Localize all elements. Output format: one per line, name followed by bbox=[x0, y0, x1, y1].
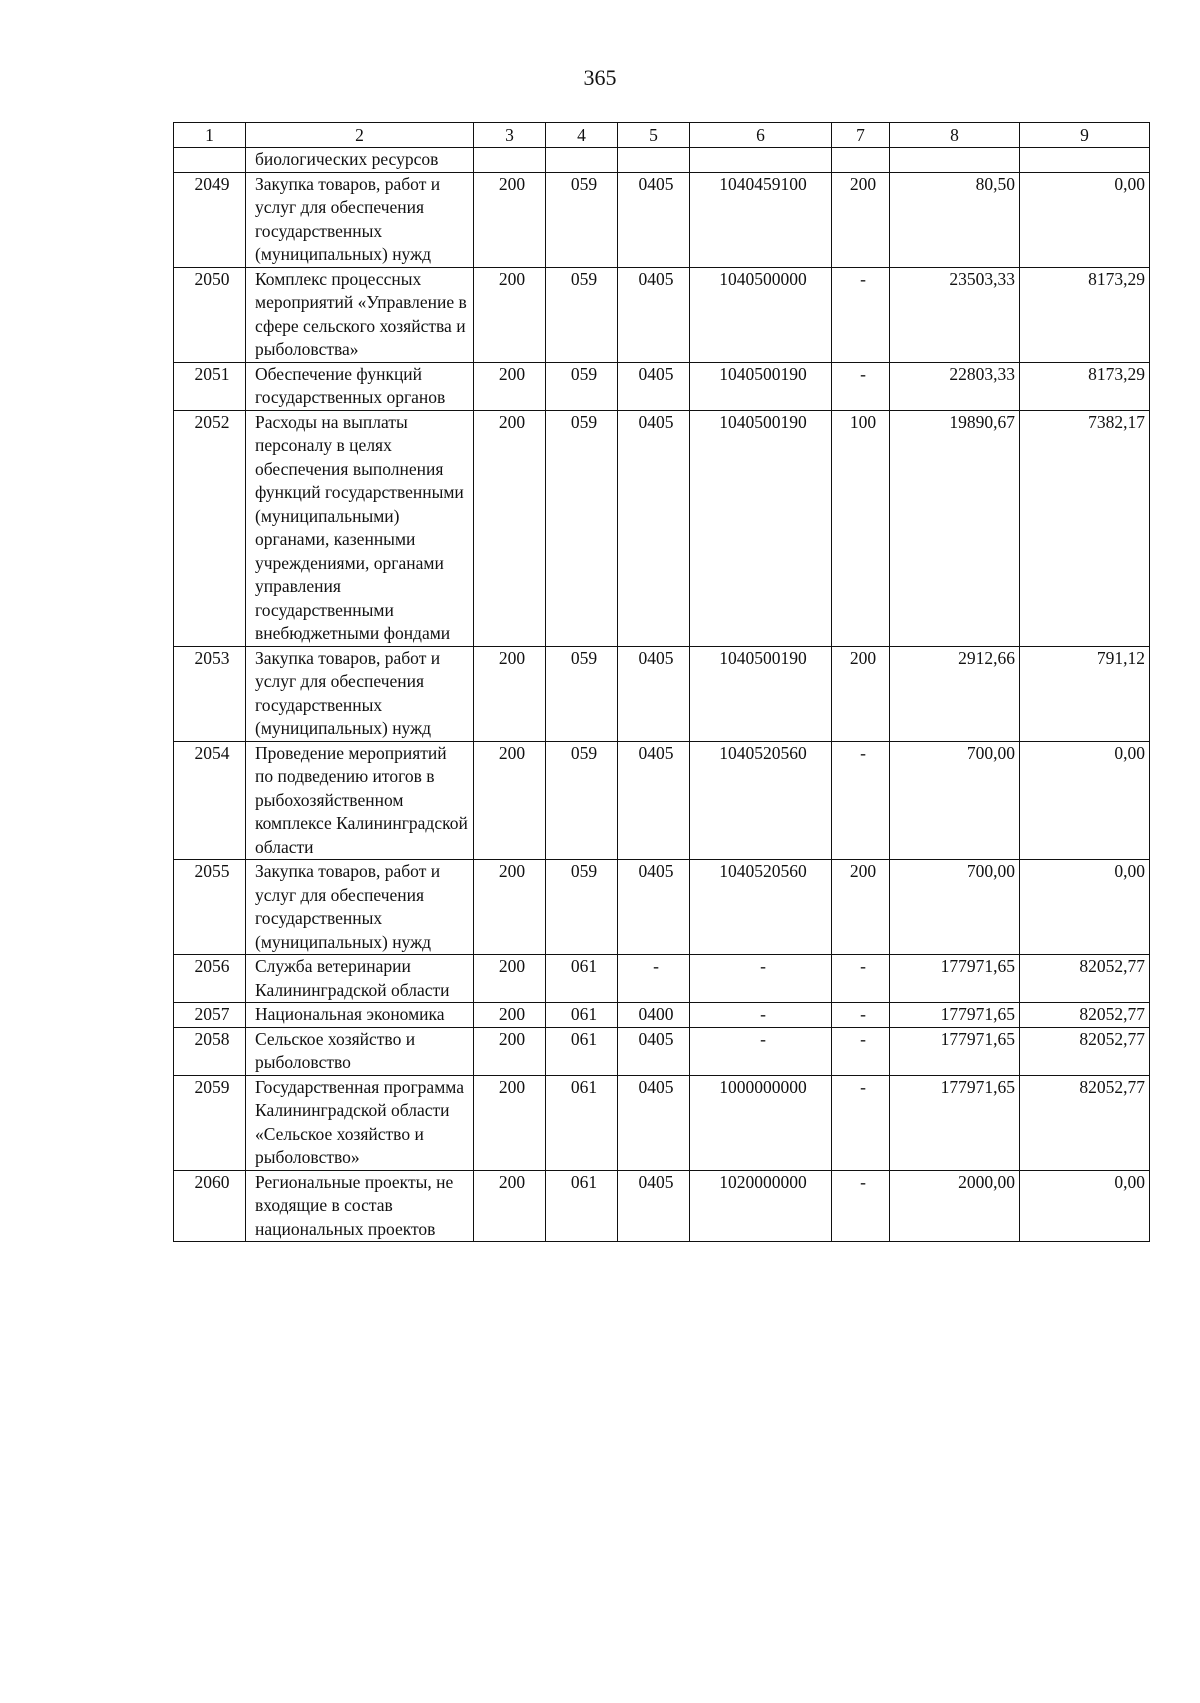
row-number-cell: 2060 bbox=[174, 1170, 246, 1242]
table-row bbox=[174, 362, 1150, 410]
col6-cell: 1040500190 bbox=[690, 646, 832, 741]
row-number-cell bbox=[174, 148, 246, 173]
col8-amount-cell: 19890,67 bbox=[890, 410, 1020, 646]
item-name-cell: Обеспечение функций государственных органов bbox=[246, 362, 474, 410]
col8-amount-cell: 22803,33 bbox=[890, 362, 1020, 410]
col6-cell: - bbox=[690, 1003, 832, 1028]
row-number-cell: 2054 bbox=[174, 741, 246, 860]
col4-cell: 059 bbox=[546, 860, 618, 955]
row-number-cell: 2057 bbox=[174, 1003, 246, 1028]
col8-amount-cell: 177971,65 bbox=[890, 1075, 1020, 1170]
col3-cell: 200 bbox=[474, 860, 546, 955]
col5-cell: 0405 bbox=[618, 646, 690, 741]
row-number-cell: 2053 bbox=[174, 646, 246, 741]
col6-cell bbox=[690, 148, 832, 173]
column-header: 4 bbox=[546, 123, 618, 148]
table-row bbox=[174, 741, 1150, 860]
col7-cell: 200 bbox=[832, 860, 890, 955]
col8-amount-cell: 177971,65 bbox=[890, 955, 1020, 1003]
col5-cell bbox=[618, 148, 690, 173]
item-name-cell: Национальная экономика bbox=[246, 1003, 474, 1028]
col9-amount-cell: 0,00 bbox=[1020, 1170, 1150, 1242]
item-name-cell: Региональные проекты, не входящие в состав национальных проектов bbox=[246, 1170, 474, 1242]
col3-cell: 200 bbox=[474, 362, 546, 410]
col9-amount-cell: 7382,17 bbox=[1020, 410, 1150, 646]
col3-cell: 200 bbox=[474, 410, 546, 646]
col4-cell: 061 bbox=[546, 1075, 618, 1170]
col6-cell: 1040520560 bbox=[690, 741, 832, 860]
row-number-cell: 2059 bbox=[174, 1075, 246, 1170]
col7-cell: - bbox=[832, 1003, 890, 1028]
col7-cell: 200 bbox=[832, 172, 890, 267]
col9-amount-cell bbox=[1020, 148, 1150, 173]
col4-cell: 061 bbox=[546, 1003, 618, 1028]
item-name-cell: Расходы на выплаты персоналу в целях обеспечения выполнения функций государственными (муниципальными) органами, казенными учреждениями, органами управления государственными внебюджетными фондами bbox=[246, 410, 474, 646]
col9-amount-cell: 8173,29 bbox=[1020, 362, 1150, 410]
column-header: 2 bbox=[246, 123, 474, 148]
col5-cell: 0405 bbox=[618, 1170, 690, 1242]
col8-amount-cell bbox=[890, 148, 1020, 173]
col4-cell: 059 bbox=[546, 267, 618, 362]
col7-cell: 100 bbox=[832, 410, 890, 646]
col6-cell: 1040500190 bbox=[690, 362, 832, 410]
col4-cell: 059 bbox=[546, 172, 618, 267]
budget-table bbox=[173, 122, 1150, 1242]
table-row bbox=[174, 860, 1150, 955]
col3-cell: 200 bbox=[474, 955, 546, 1003]
col5-cell: 0405 bbox=[618, 1075, 690, 1170]
col7-cell: - bbox=[832, 267, 890, 362]
row-number-cell: 2056 bbox=[174, 955, 246, 1003]
table-row bbox=[174, 1003, 1150, 1028]
table-row bbox=[174, 1075, 1150, 1170]
col6-cell: 1020000000 bbox=[690, 1170, 832, 1242]
col9-amount-cell: 791,12 bbox=[1020, 646, 1150, 741]
col4-cell: 061 bbox=[546, 1027, 618, 1075]
col3-cell: 200 bbox=[474, 1170, 546, 1242]
col6-cell: - bbox=[690, 1027, 832, 1075]
col3-cell: 200 bbox=[474, 646, 546, 741]
table-row bbox=[174, 646, 1150, 741]
col9-amount-cell: 82052,77 bbox=[1020, 1027, 1150, 1075]
col4-cell: 059 bbox=[546, 362, 618, 410]
table-row bbox=[174, 148, 1150, 173]
col7-cell: - bbox=[832, 741, 890, 860]
row-number-cell: 2055 bbox=[174, 860, 246, 955]
col5-cell: 0405 bbox=[618, 410, 690, 646]
col3-cell bbox=[474, 148, 546, 173]
col5-cell: 0405 bbox=[618, 1027, 690, 1075]
col3-cell: 200 bbox=[474, 1075, 546, 1170]
column-header: 3 bbox=[474, 123, 546, 148]
col8-amount-cell: 2000,00 bbox=[890, 1170, 1020, 1242]
table-row bbox=[174, 410, 1150, 646]
col5-cell: - bbox=[618, 955, 690, 1003]
col3-cell: 200 bbox=[474, 1003, 546, 1028]
col6-cell: 1040459100 bbox=[690, 172, 832, 267]
col3-cell: 200 bbox=[474, 1027, 546, 1075]
col5-cell: 0405 bbox=[618, 741, 690, 860]
col9-amount-cell: 82052,77 bbox=[1020, 1003, 1150, 1028]
col7-cell: - bbox=[832, 955, 890, 1003]
col9-amount-cell: 0,00 bbox=[1020, 741, 1150, 860]
row-number-cell: 2050 bbox=[174, 267, 246, 362]
row-number-cell: 2052 bbox=[174, 410, 246, 646]
table-row bbox=[174, 1027, 1150, 1075]
col9-amount-cell: 0,00 bbox=[1020, 860, 1150, 955]
col5-cell: 0405 bbox=[618, 267, 690, 362]
col3-cell: 200 bbox=[474, 172, 546, 267]
table-row bbox=[174, 1170, 1150, 1242]
column-header: 6 bbox=[690, 123, 832, 148]
col3-cell: 200 bbox=[474, 741, 546, 860]
col9-amount-cell: 82052,77 bbox=[1020, 1075, 1150, 1170]
table-row bbox=[174, 172, 1150, 267]
col9-amount-cell: 0,00 bbox=[1020, 172, 1150, 267]
col5-cell: 0405 bbox=[618, 172, 690, 267]
row-number-cell: 2058 bbox=[174, 1027, 246, 1075]
col9-amount-cell: 82052,77 bbox=[1020, 955, 1150, 1003]
col4-cell: 059 bbox=[546, 410, 618, 646]
col7-cell: - bbox=[832, 1027, 890, 1075]
item-name-cell: Комплекс процессных мероприятий «Управление в сфере сельского хозяйства и рыболовства» bbox=[246, 267, 474, 362]
table-row bbox=[174, 955, 1150, 1003]
col8-amount-cell: 177971,65 bbox=[890, 1003, 1020, 1028]
col8-amount-cell: 2912,66 bbox=[890, 646, 1020, 741]
col4-cell bbox=[546, 148, 618, 173]
col3-cell: 200 bbox=[474, 267, 546, 362]
item-name-cell: Государственная программа Калининградской области «Сельское хозяйство и рыболовство» bbox=[246, 1075, 474, 1170]
col6-cell: 1040520560 bbox=[690, 860, 832, 955]
page-number: 365 bbox=[583, 65, 617, 90]
col7-cell: - bbox=[832, 362, 890, 410]
column-header: 9 bbox=[1020, 123, 1150, 148]
item-name-cell: Служба ветеринарии Калининградской области bbox=[246, 955, 474, 1003]
col8-amount-cell: 700,00 bbox=[890, 860, 1020, 955]
col5-cell: 0400 bbox=[618, 1003, 690, 1028]
item-name-cell: Проведение мероприятий по подведению итогов в рыбохозяйственном комплексе Калининградской области bbox=[246, 741, 474, 860]
col6-cell: 1000000000 bbox=[690, 1075, 832, 1170]
col7-cell bbox=[832, 148, 890, 173]
item-name-cell: биологических ресурсов bbox=[246, 148, 474, 173]
table-header-row bbox=[174, 123, 1150, 148]
column-header: 8 bbox=[890, 123, 1020, 148]
column-header: 1 bbox=[174, 123, 246, 148]
col6-cell: 1040500000 bbox=[690, 267, 832, 362]
item-name-cell: Сельское хозяйство и рыболовство bbox=[246, 1027, 474, 1075]
column-header: 5 bbox=[618, 123, 690, 148]
col7-cell: 200 bbox=[832, 646, 890, 741]
col7-cell: - bbox=[832, 1075, 890, 1170]
item-name-cell: Закупка товаров, работ и услуг для обеспечения государственных (муниципальных) нужд bbox=[246, 172, 474, 267]
item-name-cell: Закупка товаров, работ и услуг для обеспечения государственных (муниципальных) нужд bbox=[246, 860, 474, 955]
col6-cell: - bbox=[690, 955, 832, 1003]
col4-cell: 059 bbox=[546, 741, 618, 860]
col8-amount-cell: 80,50 bbox=[890, 172, 1020, 267]
col5-cell: 0405 bbox=[618, 860, 690, 955]
row-number-cell: 2049 bbox=[174, 172, 246, 267]
col9-amount-cell: 8173,29 bbox=[1020, 267, 1150, 362]
col4-cell: 061 bbox=[546, 955, 618, 1003]
col8-amount-cell: 23503,33 bbox=[890, 267, 1020, 362]
col7-cell: - bbox=[832, 1170, 890, 1242]
col8-amount-cell: 700,00 bbox=[890, 741, 1020, 860]
table-row bbox=[174, 267, 1150, 362]
col8-amount-cell: 177971,65 bbox=[890, 1027, 1020, 1075]
col5-cell: 0405 bbox=[618, 362, 690, 410]
col4-cell: 061 bbox=[546, 1170, 618, 1242]
col4-cell: 059 bbox=[546, 646, 618, 741]
item-name-cell: Закупка товаров, работ и услуг для обеспечения государственных (муниципальных) нужд bbox=[246, 646, 474, 741]
column-header: 7 bbox=[832, 123, 890, 148]
col6-cell: 1040500190 bbox=[690, 410, 832, 646]
row-number-cell: 2051 bbox=[174, 362, 246, 410]
